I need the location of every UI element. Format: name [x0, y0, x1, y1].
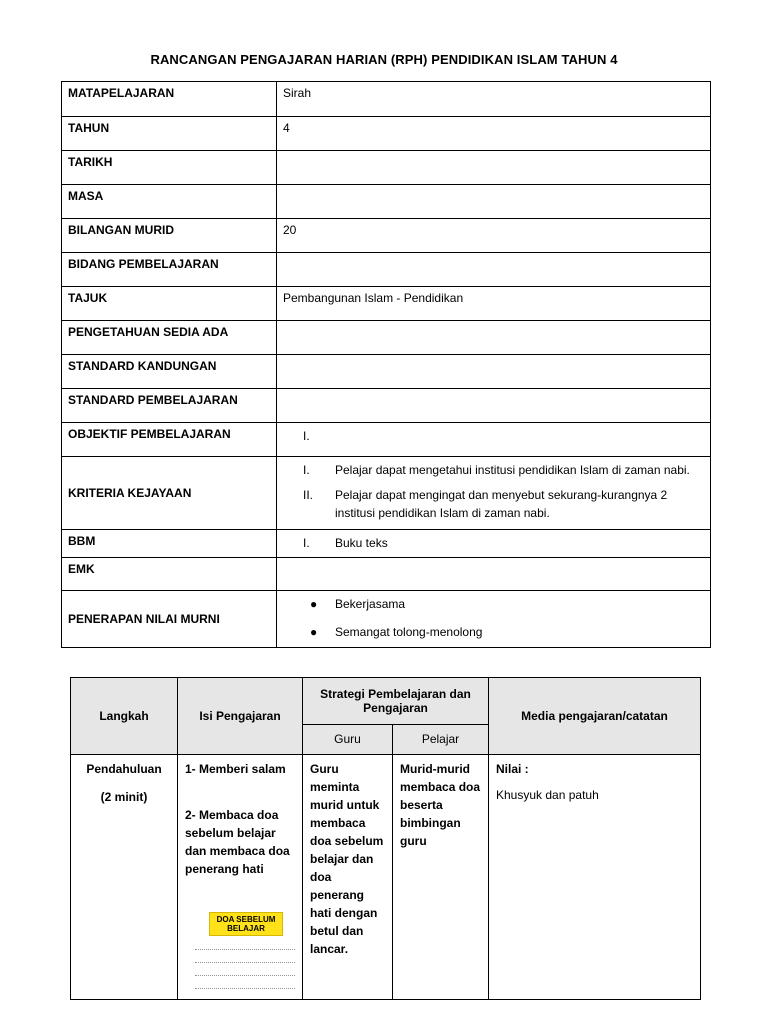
info-row [62, 389, 711, 423]
info-value [277, 185, 711, 219]
header-guru: Guru [303, 724, 393, 754]
item-number: I. [303, 429, 310, 443]
cell-isi-pengajaran [178, 755, 303, 1000]
info-label: BIDANG PEMBELAJARAN [62, 253, 277, 287]
isi-item-1: 1- Memberi salam [185, 762, 286, 776]
bbm-label: BBM [62, 530, 277, 558]
nilai-item [283, 595, 704, 613]
header-strategi: Strategi Pembelajaran dan Pengajaran [303, 678, 489, 725]
emk-label: EMK [62, 558, 277, 591]
info-label: TAHUN [62, 117, 277, 151]
info-label: MATAPELAJARAN [62, 82, 277, 117]
objektif-label: OBJEKTIF PEMBELAJARAN [62, 423, 277, 457]
info-value [277, 321, 711, 355]
kriteria-item [283, 486, 704, 522]
info-value [277, 253, 711, 287]
nilai-label: PENERAPAN NILAI MURNI [62, 591, 277, 648]
header-media: Media pengajaran/catatan [489, 678, 701, 755]
langkah-name: Pendahuluan [86, 762, 162, 776]
cell-pelajar [393, 755, 489, 1000]
item-number: II. [303, 488, 314, 502]
lesson-plan-table [70, 677, 701, 1000]
info-value: 20 [277, 219, 711, 253]
doa-image-label: DOA SEBELUM BELAJAR [209, 912, 283, 936]
nilai-value [277, 591, 711, 648]
objektif-value [277, 423, 711, 457]
item-text: Pelajar dapat mengingat dan menyebut sekurang-kurangnya 2 institusi pendidikan Islam di zaman nabi. [335, 488, 668, 520]
bbm-item [283, 534, 704, 552]
info-value: Pembangunan Islam - Pendidikan [277, 287, 711, 321]
header-pelajar: Pelajar [393, 724, 489, 754]
cell-media [489, 755, 701, 1000]
item-text: Semangat tolong-menolong [335, 625, 483, 639]
item-text: Buku teks [335, 536, 388, 550]
guru-text: Guru meminta murid untuk membaca doa sebelum belajar dan doa penerang hati dengan betul dan lancar. [310, 762, 384, 956]
item-text: Pelajar dapat mengetahui institusi pendidikan Islam di zaman nabi. [335, 463, 690, 477]
info-row [62, 321, 711, 355]
header-isi-pengajaran: Isi Pengajaran [178, 678, 303, 755]
info-row [62, 287, 711, 321]
info-row [62, 82, 711, 117]
info-row [62, 185, 711, 219]
kriteria-label: KRITERIA KEJAYAAN [62, 457, 277, 530]
info-row [62, 151, 711, 185]
info-row [62, 117, 711, 151]
info-label: TAJUK [62, 287, 277, 321]
isi-item-2: 2- Membaca doa sebelum belajar dan membaca doa penerang hati [185, 808, 290, 876]
header-langkah: Langkah [71, 678, 178, 755]
bbm-value [277, 530, 711, 558]
item-number: I. [303, 536, 310, 550]
info-value [277, 389, 711, 423]
info-value [277, 355, 711, 389]
nilai-value: Khusyuk dan patuh [496, 788, 599, 802]
info-label: MASA [62, 185, 277, 219]
info-label: STANDARD PEMBELAJARAN [62, 389, 277, 423]
emk-row [62, 558, 711, 591]
info-value [277, 151, 711, 185]
pelajar-text: Murid-murid membaca doa beserta bimbingan guru [400, 762, 481, 848]
info-row [62, 355, 711, 389]
kriteria-value [277, 457, 711, 530]
info-label: BILANGAN MURID [62, 219, 277, 253]
info-row [62, 219, 711, 253]
bullet-icon: ● [310, 597, 318, 611]
info-value: Sirah [277, 82, 711, 117]
emk-value [277, 558, 711, 591]
info-value: 4 [277, 117, 711, 151]
item-number: I. [303, 463, 310, 477]
nilai-item [283, 623, 704, 641]
kriteria-row [62, 457, 711, 530]
kriteria-item [283, 461, 704, 479]
objektif-row [62, 423, 711, 457]
info-label: STANDARD KANDUNGAN [62, 355, 277, 389]
info-label: TARIKH [62, 151, 277, 185]
bullet-icon: ● [310, 625, 318, 639]
doa-image [195, 912, 295, 989]
page-title: RANCANGAN PENGAJARAN HARIAN (RPH) PENDIDIKAN ISLAM TAHUN 4 [150, 52, 618, 67]
nilai-label: Nilai : [496, 762, 529, 776]
nilai-row [62, 591, 711, 648]
lesson-info-table [61, 81, 711, 648]
bbm-row [62, 530, 711, 558]
info-label: PENGETAHUAN SEDIA ADA [62, 321, 277, 355]
langkah-duration: (2 minit) [100, 790, 148, 804]
item-text: Bekerjasama [335, 597, 406, 611]
info-row [62, 253, 711, 287]
cell-guru [303, 755, 393, 1000]
cell-langkah [71, 755, 178, 1000]
